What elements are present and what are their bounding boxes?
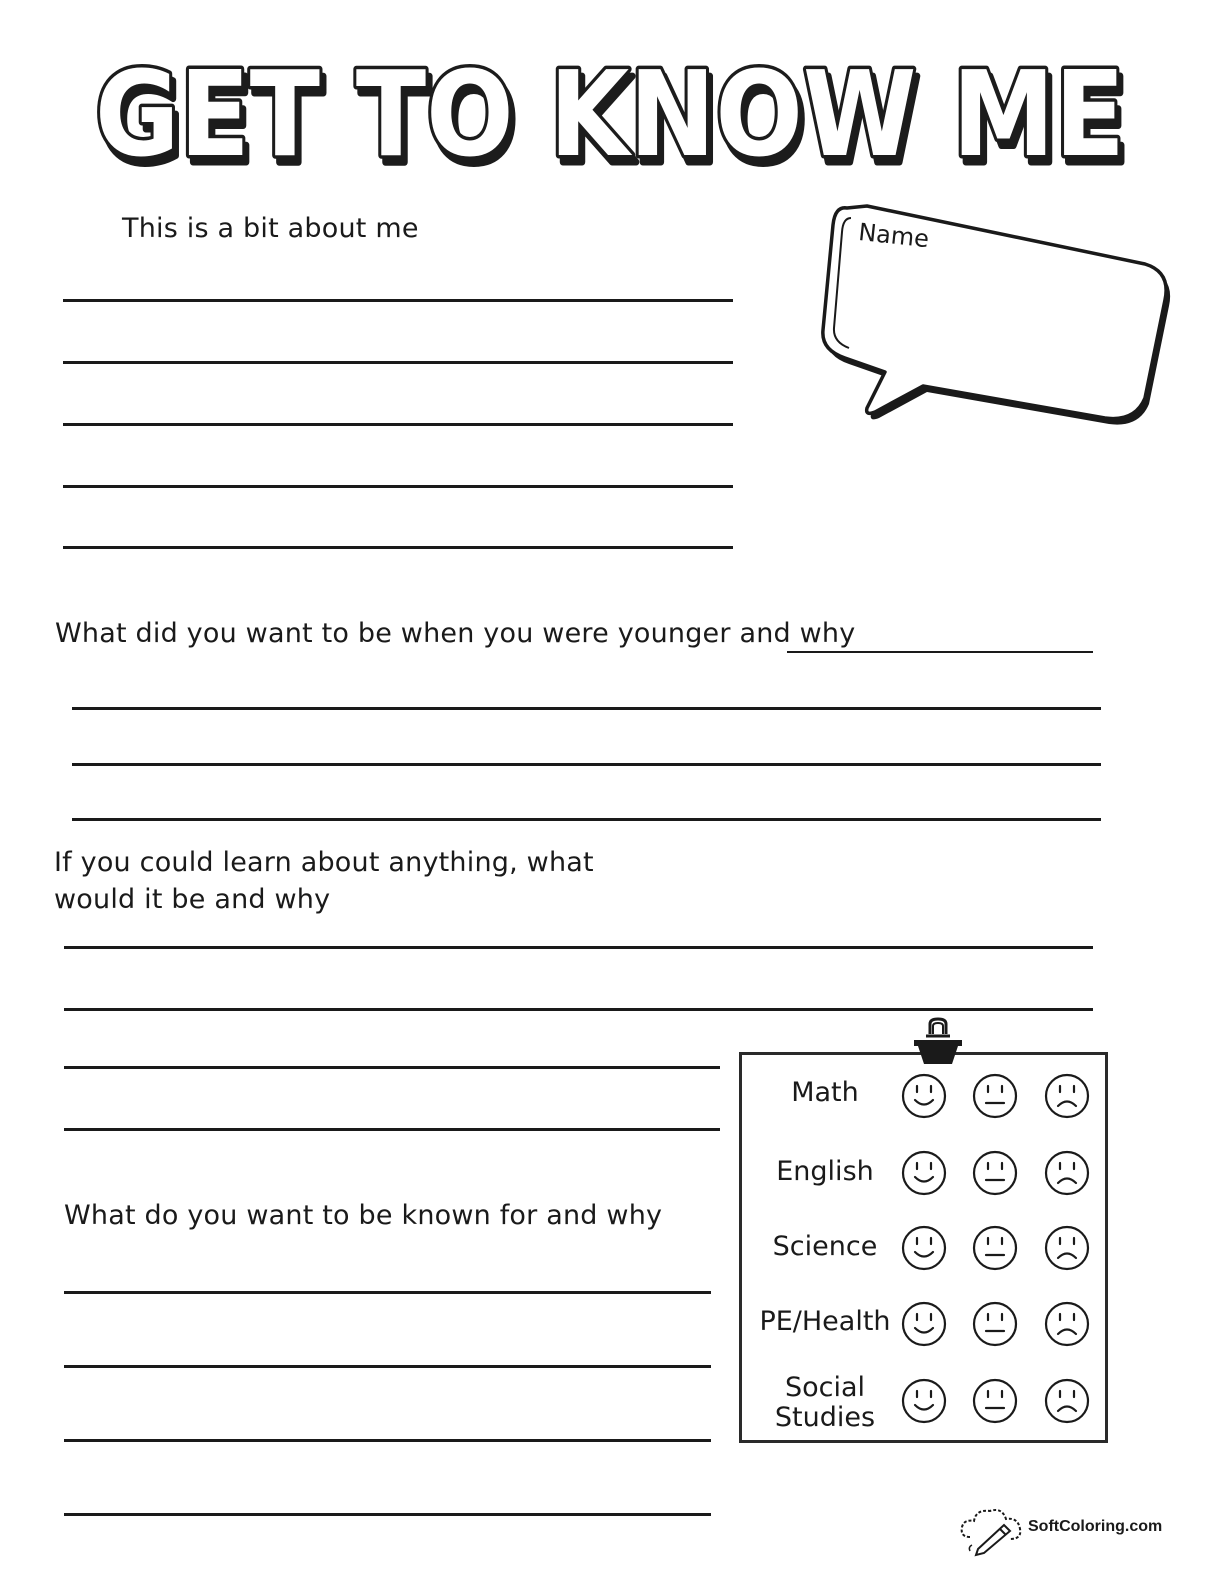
learn-prompt-line2: would it be and why <box>54 884 331 915</box>
happy-face-icon[interactable] <box>901 1225 947 1271</box>
neutral-face-icon[interactable] <box>972 1301 1018 1347</box>
subject-label-math: Math <box>791 1077 859 1108</box>
subject-label-pe-health: PE/Health <box>759 1306 891 1337</box>
sad-face-icon[interactable] <box>1044 1150 1090 1196</box>
cloud-pencil-icon <box>958 1503 1026 1555</box>
page-title-text: GET TO KNOW ME <box>95 45 1125 183</box>
subject-label-social-studies <box>750 1373 900 1433</box>
page-title <box>70 45 1150 185</box>
happy-face-icon[interactable] <box>901 1378 947 1424</box>
subject-label-social-studies-line2: Studies <box>774 1402 876 1433</box>
learn-answer-line[interactable] <box>64 1128 720 1131</box>
younger-answer-line[interactable] <box>787 651 1093 653</box>
happy-face-icon[interactable] <box>901 1073 947 1119</box>
learn-prompt-line1: If you could learn about anything, what <box>54 847 594 878</box>
sad-face-icon[interactable] <box>1044 1225 1090 1271</box>
name-label: Name <box>857 218 931 254</box>
sad-face-icon[interactable] <box>1044 1378 1090 1424</box>
neutral-face-icon[interactable] <box>972 1378 1018 1424</box>
about-me-answer-line[interactable] <box>63 546 733 549</box>
happy-face-icon[interactable] <box>901 1301 947 1347</box>
happy-face-icon[interactable] <box>901 1150 947 1196</box>
learn-answer-line[interactable] <box>64 1008 1093 1011</box>
footer-brand: SoftColoring.com <box>1028 1518 1163 1535</box>
sad-face-icon[interactable] <box>1044 1073 1090 1119</box>
learn-answer-line[interactable] <box>64 946 1093 949</box>
known-for-prompt: What do you want to be known for and why <box>64 1200 663 1231</box>
younger-answer-line[interactable] <box>72 763 1101 766</box>
known-for-answer-line[interactable] <box>64 1513 711 1516</box>
binder-clip-icon <box>912 1018 964 1068</box>
younger-answer-line[interactable] <box>72 707 1101 710</box>
learn-answer-line[interactable] <box>64 1066 720 1069</box>
subject-label-english: English <box>776 1156 874 1187</box>
sad-face-icon[interactable] <box>1044 1301 1090 1347</box>
about-me-answer-line[interactable] <box>63 423 733 426</box>
neutral-face-icon[interactable] <box>972 1150 1018 1196</box>
known-for-answer-line[interactable] <box>64 1291 711 1294</box>
known-for-answer-line[interactable] <box>64 1439 711 1442</box>
about-me-answer-line[interactable] <box>63 485 733 488</box>
younger-answer-line[interactable] <box>72 818 1101 821</box>
about-me-answer-line[interactable] <box>63 299 733 302</box>
younger-prompt: What did you want to be when you were younger and why <box>55 618 856 649</box>
neutral-face-icon[interactable] <box>972 1225 1018 1271</box>
subject-label-social-studies-line1: Social <box>784 1372 866 1403</box>
known-for-answer-line[interactable] <box>64 1365 711 1368</box>
neutral-face-icon[interactable] <box>972 1073 1018 1119</box>
subject-label-science: Science <box>772 1231 878 1262</box>
about-me-prompt: This is a bit about me <box>122 213 419 244</box>
about-me-answer-line[interactable] <box>63 361 733 364</box>
